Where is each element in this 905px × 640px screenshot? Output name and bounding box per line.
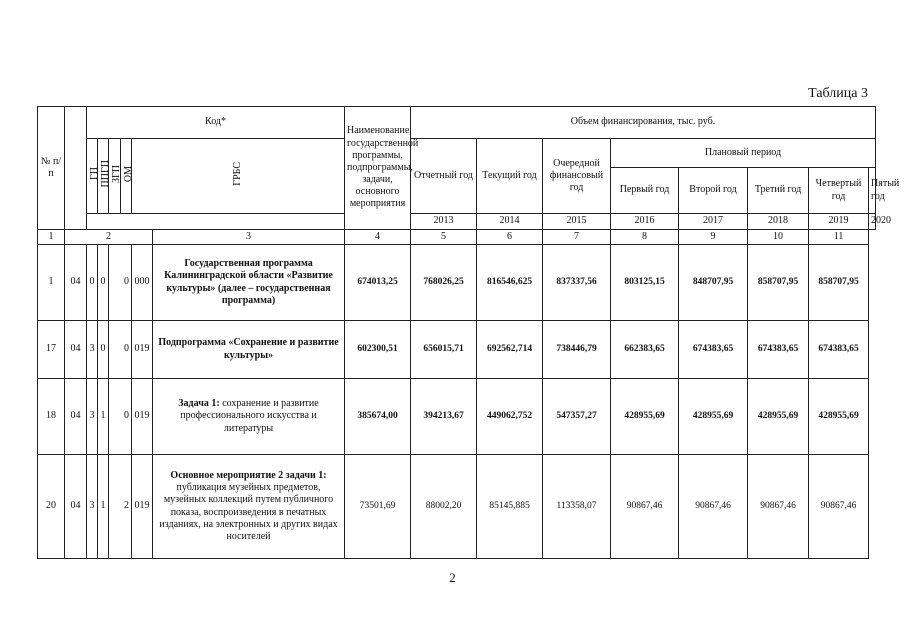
code-om: 0 xyxy=(109,245,132,321)
value-2013: 602300,51 xyxy=(345,321,411,379)
header-spacer xyxy=(65,107,87,230)
row-name: Задача 1: сохранение и развитие профессионального искусства и литературы xyxy=(153,379,345,455)
code-zgp: 0 xyxy=(98,321,109,379)
header-code-gp: ГП xyxy=(87,139,98,214)
header-funding: Объем финансирования, тыс. руб. xyxy=(411,107,876,139)
col-number: 2 xyxy=(65,230,153,245)
header-next-year: Очередной финансовый год xyxy=(543,139,611,214)
col-number: 8 xyxy=(611,230,679,245)
year-2013: 2013 xyxy=(411,214,477,230)
value-2020: 858707,95 xyxy=(809,245,869,321)
value-2015: 816546,625 xyxy=(477,245,543,321)
col-number: 5 xyxy=(411,230,477,245)
header-code-grbs: ГРБС xyxy=(132,139,345,214)
value-2013: 73501,69 xyxy=(345,455,411,559)
header-planned-third: Третий год xyxy=(748,168,809,214)
code-zgp: 0 xyxy=(98,245,109,321)
value-2019: 674383,65 xyxy=(748,321,809,379)
year-2017: 2017 xyxy=(679,214,748,230)
header-planned-fifth: Пятый год xyxy=(869,168,876,214)
code-zgp: 1 xyxy=(98,455,109,559)
code-ppgp: 3 xyxy=(87,321,98,379)
value-2018: 428955,69 xyxy=(679,379,748,455)
page-number: 2 xyxy=(449,570,456,585)
code-om: 0 xyxy=(109,321,132,379)
header-planned-first: Первый год xyxy=(611,168,679,214)
header-reporting-year: Отчетный год xyxy=(411,139,477,214)
value-2017: 803125,15 xyxy=(611,245,679,321)
value-2016: 738446,79 xyxy=(543,321,611,379)
code-ppgp: 3 xyxy=(87,455,98,559)
code-gp: 04 xyxy=(65,321,87,379)
col-number: 11 xyxy=(809,230,869,245)
row-name: Подпрограмма «Сохранение и развитие культуры» xyxy=(153,321,345,379)
value-2016: 837337,56 xyxy=(543,245,611,321)
value-2018: 90867,46 xyxy=(679,455,748,559)
row-no: 18 xyxy=(38,379,65,455)
value-2017: 662383,65 xyxy=(611,321,679,379)
value-2013: 385674,00 xyxy=(345,379,411,455)
code-gp: 04 xyxy=(65,379,87,455)
value-2013: 674013,25 xyxy=(345,245,411,321)
value-2015: 449062,752 xyxy=(477,379,543,455)
value-2019: 858707,95 xyxy=(748,245,809,321)
code-om: 0 xyxy=(109,379,132,455)
row-name: Основное мероприятие 2 задачи 1: публикация музейных предметов, музейных коллекций путем публичного показа, воспроизведения в печатных изданиях, на электронных и других видах носителей xyxy=(153,455,345,559)
header-current-year: Текущий год xyxy=(477,139,543,214)
code-gp: 04 xyxy=(65,245,87,321)
code-grbs: 019 xyxy=(132,321,153,379)
value-2018: 674383,65 xyxy=(679,321,748,379)
value-2020: 428955,69 xyxy=(809,379,869,455)
row-name: Государственная программа Калининградской области «Развитие культуры» (далее – государственная программа) xyxy=(153,245,345,321)
row-no: 17 xyxy=(38,321,65,379)
value-2019: 90867,46 xyxy=(748,455,809,559)
funding-table xyxy=(37,106,900,559)
table-title: Таблица 3 xyxy=(808,86,868,101)
table-row xyxy=(38,455,876,559)
value-2015: 85145,885 xyxy=(477,455,543,559)
col-number: 9 xyxy=(679,230,748,245)
header-planned-second: Второй год xyxy=(679,168,748,214)
value-2018: 848707,95 xyxy=(679,245,748,321)
row-no: 1 xyxy=(38,245,65,321)
col-number: 6 xyxy=(477,230,543,245)
header-planned-period: Плановый период xyxy=(611,139,876,168)
header-code-ppgp: ППГП xyxy=(98,139,109,214)
header-row-no: № п/п xyxy=(38,107,65,230)
value-2020: 674383,65 xyxy=(809,321,869,379)
value-2016: 113358,07 xyxy=(543,455,611,559)
table-row xyxy=(38,321,876,379)
col-number: 1 xyxy=(38,230,65,245)
code-grbs: 019 xyxy=(132,455,153,559)
value-2016: 547357,27 xyxy=(543,379,611,455)
header-name: Наименование государственной программы, подпрограммы, задачи, основного мероприятия xyxy=(345,107,411,230)
year-2019: 2019 xyxy=(809,214,869,230)
header-planned-fourth: Четвертый год xyxy=(809,168,869,214)
year-2014: 2014 xyxy=(477,214,543,230)
header-code-om: ОМ xyxy=(121,139,132,214)
code-grbs: 019 xyxy=(132,379,153,455)
header-code-blank xyxy=(87,214,345,230)
code-om: 2 xyxy=(109,455,132,559)
year-2016: 2016 xyxy=(611,214,679,230)
table-row xyxy=(38,379,876,455)
code-gp: 04 xyxy=(65,455,87,559)
header-code: Код* xyxy=(87,107,345,139)
year-2015: 2015 xyxy=(543,214,611,230)
col-number: 7 xyxy=(543,230,611,245)
value-2017: 428955,69 xyxy=(611,379,679,455)
code-grbs: 000 xyxy=(132,245,153,321)
value-2017: 90867,46 xyxy=(611,455,679,559)
value-2015: 692562,714 xyxy=(477,321,543,379)
value-2014: 656015,71 xyxy=(411,321,477,379)
header-code-zgp: ЗГП xyxy=(109,139,121,214)
table-row xyxy=(38,245,876,321)
value-2019: 428955,69 xyxy=(748,379,809,455)
value-2014: 88002,20 xyxy=(411,455,477,559)
code-ppgp: 3 xyxy=(87,379,98,455)
year-2020: 2020 xyxy=(869,214,876,230)
col-number: 4 xyxy=(345,230,411,245)
year-2018: 2018 xyxy=(748,214,809,230)
col-number: 10 xyxy=(748,230,809,245)
value-2014: 768026,25 xyxy=(411,245,477,321)
value-2014: 394213,67 xyxy=(411,379,477,455)
code-ppgp: 0 xyxy=(87,245,98,321)
code-zgp: 1 xyxy=(98,379,109,455)
col-number: 3 xyxy=(153,230,345,245)
value-2020: 90867,46 xyxy=(809,455,869,559)
row-no: 20 xyxy=(38,455,65,559)
